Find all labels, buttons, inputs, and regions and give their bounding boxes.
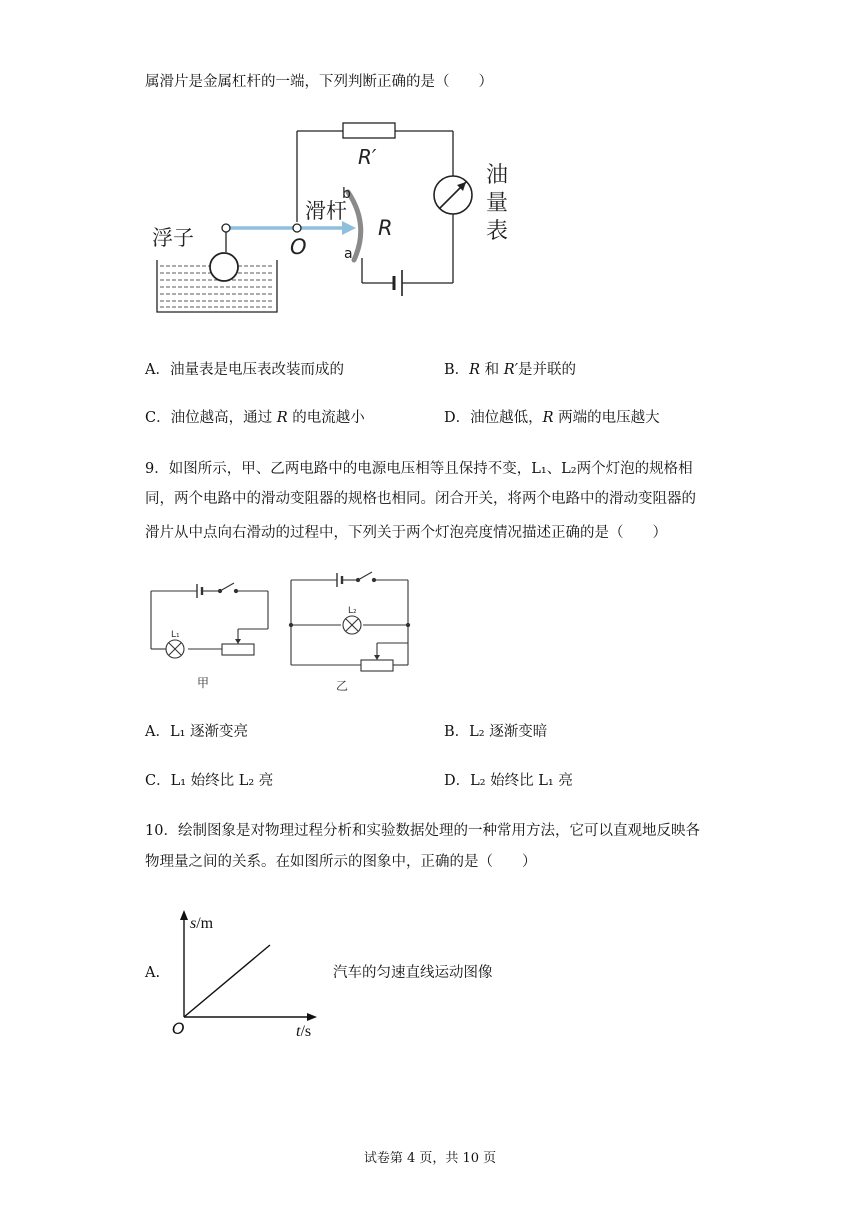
q8-option-d-pre: D．油位越低， — [444, 410, 543, 426]
q9-option-c[interactable]: C．L₁ 始终比 L₂ 亮 — [145, 773, 274, 789]
q9-stem-line-3: 滑片从中点向右滑动的过程中，下列关于两个灯泡亮度情况描述正确的是（ ） — [145, 525, 667, 541]
label-lever: 滑杆 — [305, 199, 347, 223]
q8-stem-tail: 属滑片是金属杠杆的一端，下列判断正确的是（ ） — [145, 74, 493, 90]
q10-option-a-letter[interactable]: A. — [145, 965, 161, 981]
q9-stem-line-2: 同，两个电路中的滑动变阻器的规格也相同。闭合开关，将两个电路中的滑动变阻器的 — [145, 491, 696, 507]
page-footer: 试卷第 4 页，共 10 页 — [363, 1151, 497, 1166]
q9-option-d[interactable]: D．L₂ 始终比 L₁ 亮 — [444, 773, 573, 789]
origin-label: O — [172, 1019, 185, 1038]
label-meter-3: 表 — [486, 219, 509, 244]
q8-option-d-r: R — [542, 410, 554, 426]
q10-stem-line-1: 10．绘制图象是对物理过程分析和实验数据处理的一种常用方法，它可以直观地反映各 — [145, 823, 700, 839]
q8-option-c-post: 的电流越小 — [287, 410, 365, 426]
label-float: 浮子 — [152, 226, 194, 250]
q9-option-a[interactable]: A．L₁ 逐渐变亮 — [145, 724, 249, 740]
label-pivot-o: O — [290, 235, 307, 259]
y-axis-label: s/m — [190, 915, 214, 932]
x-axis-label: t/s — [296, 1023, 312, 1040]
oil-gauge-circuit-figure — [140, 110, 540, 325]
q8-option-c-r: R — [276, 410, 288, 426]
q9-stem-line-1: 9．如图所示，甲、乙两电路中的电源电压相等且保持不变，L₁、L₂两个灯泡的规格相 — [145, 461, 693, 477]
caption-yi: 乙 — [336, 679, 349, 693]
label-r-prime: R′ — [358, 145, 377, 169]
q8-option-b[interactable] — [444, 360, 576, 380]
label-lamp-l1: L₁ — [171, 630, 180, 640]
q10-stem-line-2: 物理量之间的关系。在如图所示的图象中，正确的是（ ） — [145, 854, 537, 870]
q8-option-b-mid: 和 — [480, 362, 504, 378]
resistor-r-prime — [343, 123, 395, 138]
q8-option-b-post: 是并联的 — [518, 362, 577, 378]
q8-option-c-pre: C．油位越高，通过 — [145, 410, 277, 426]
label-end-a: a — [344, 246, 353, 262]
q8-option-b-r: R — [469, 362, 481, 378]
q10-option-a-text: 汽车的匀速直线运动图像 — [333, 965, 493, 981]
q9-circuits-figure — [140, 568, 430, 693]
s-t-line — [184, 945, 270, 1017]
q8-option-d-post: 两端的电压越大 — [553, 410, 660, 426]
q10-option-a-graph — [165, 905, 335, 1045]
label-meter-2: 量 — [486, 191, 509, 216]
q8-option-a[interactable]: A．油量表是电压表改装而成的 — [145, 362, 344, 378]
pivot-point — [293, 224, 301, 232]
q8-option-d[interactable] — [444, 408, 660, 428]
q8-option-b-pre: B． — [444, 362, 470, 378]
q9-option-b[interactable]: B．L₂ 逐渐变暗 — [444, 724, 548, 740]
label-end-b: b — [342, 186, 351, 202]
q8-option-b-rp: R′ — [503, 362, 519, 378]
label-lamp-l2: L₂ — [348, 606, 357, 616]
q8-option-c[interactable] — [145, 408, 365, 428]
label-resistor-r: R — [378, 216, 393, 240]
float-ball — [210, 253, 238, 281]
label-meter-1: 油 — [486, 163, 509, 188]
caption-jia: 甲 — [197, 676, 210, 690]
